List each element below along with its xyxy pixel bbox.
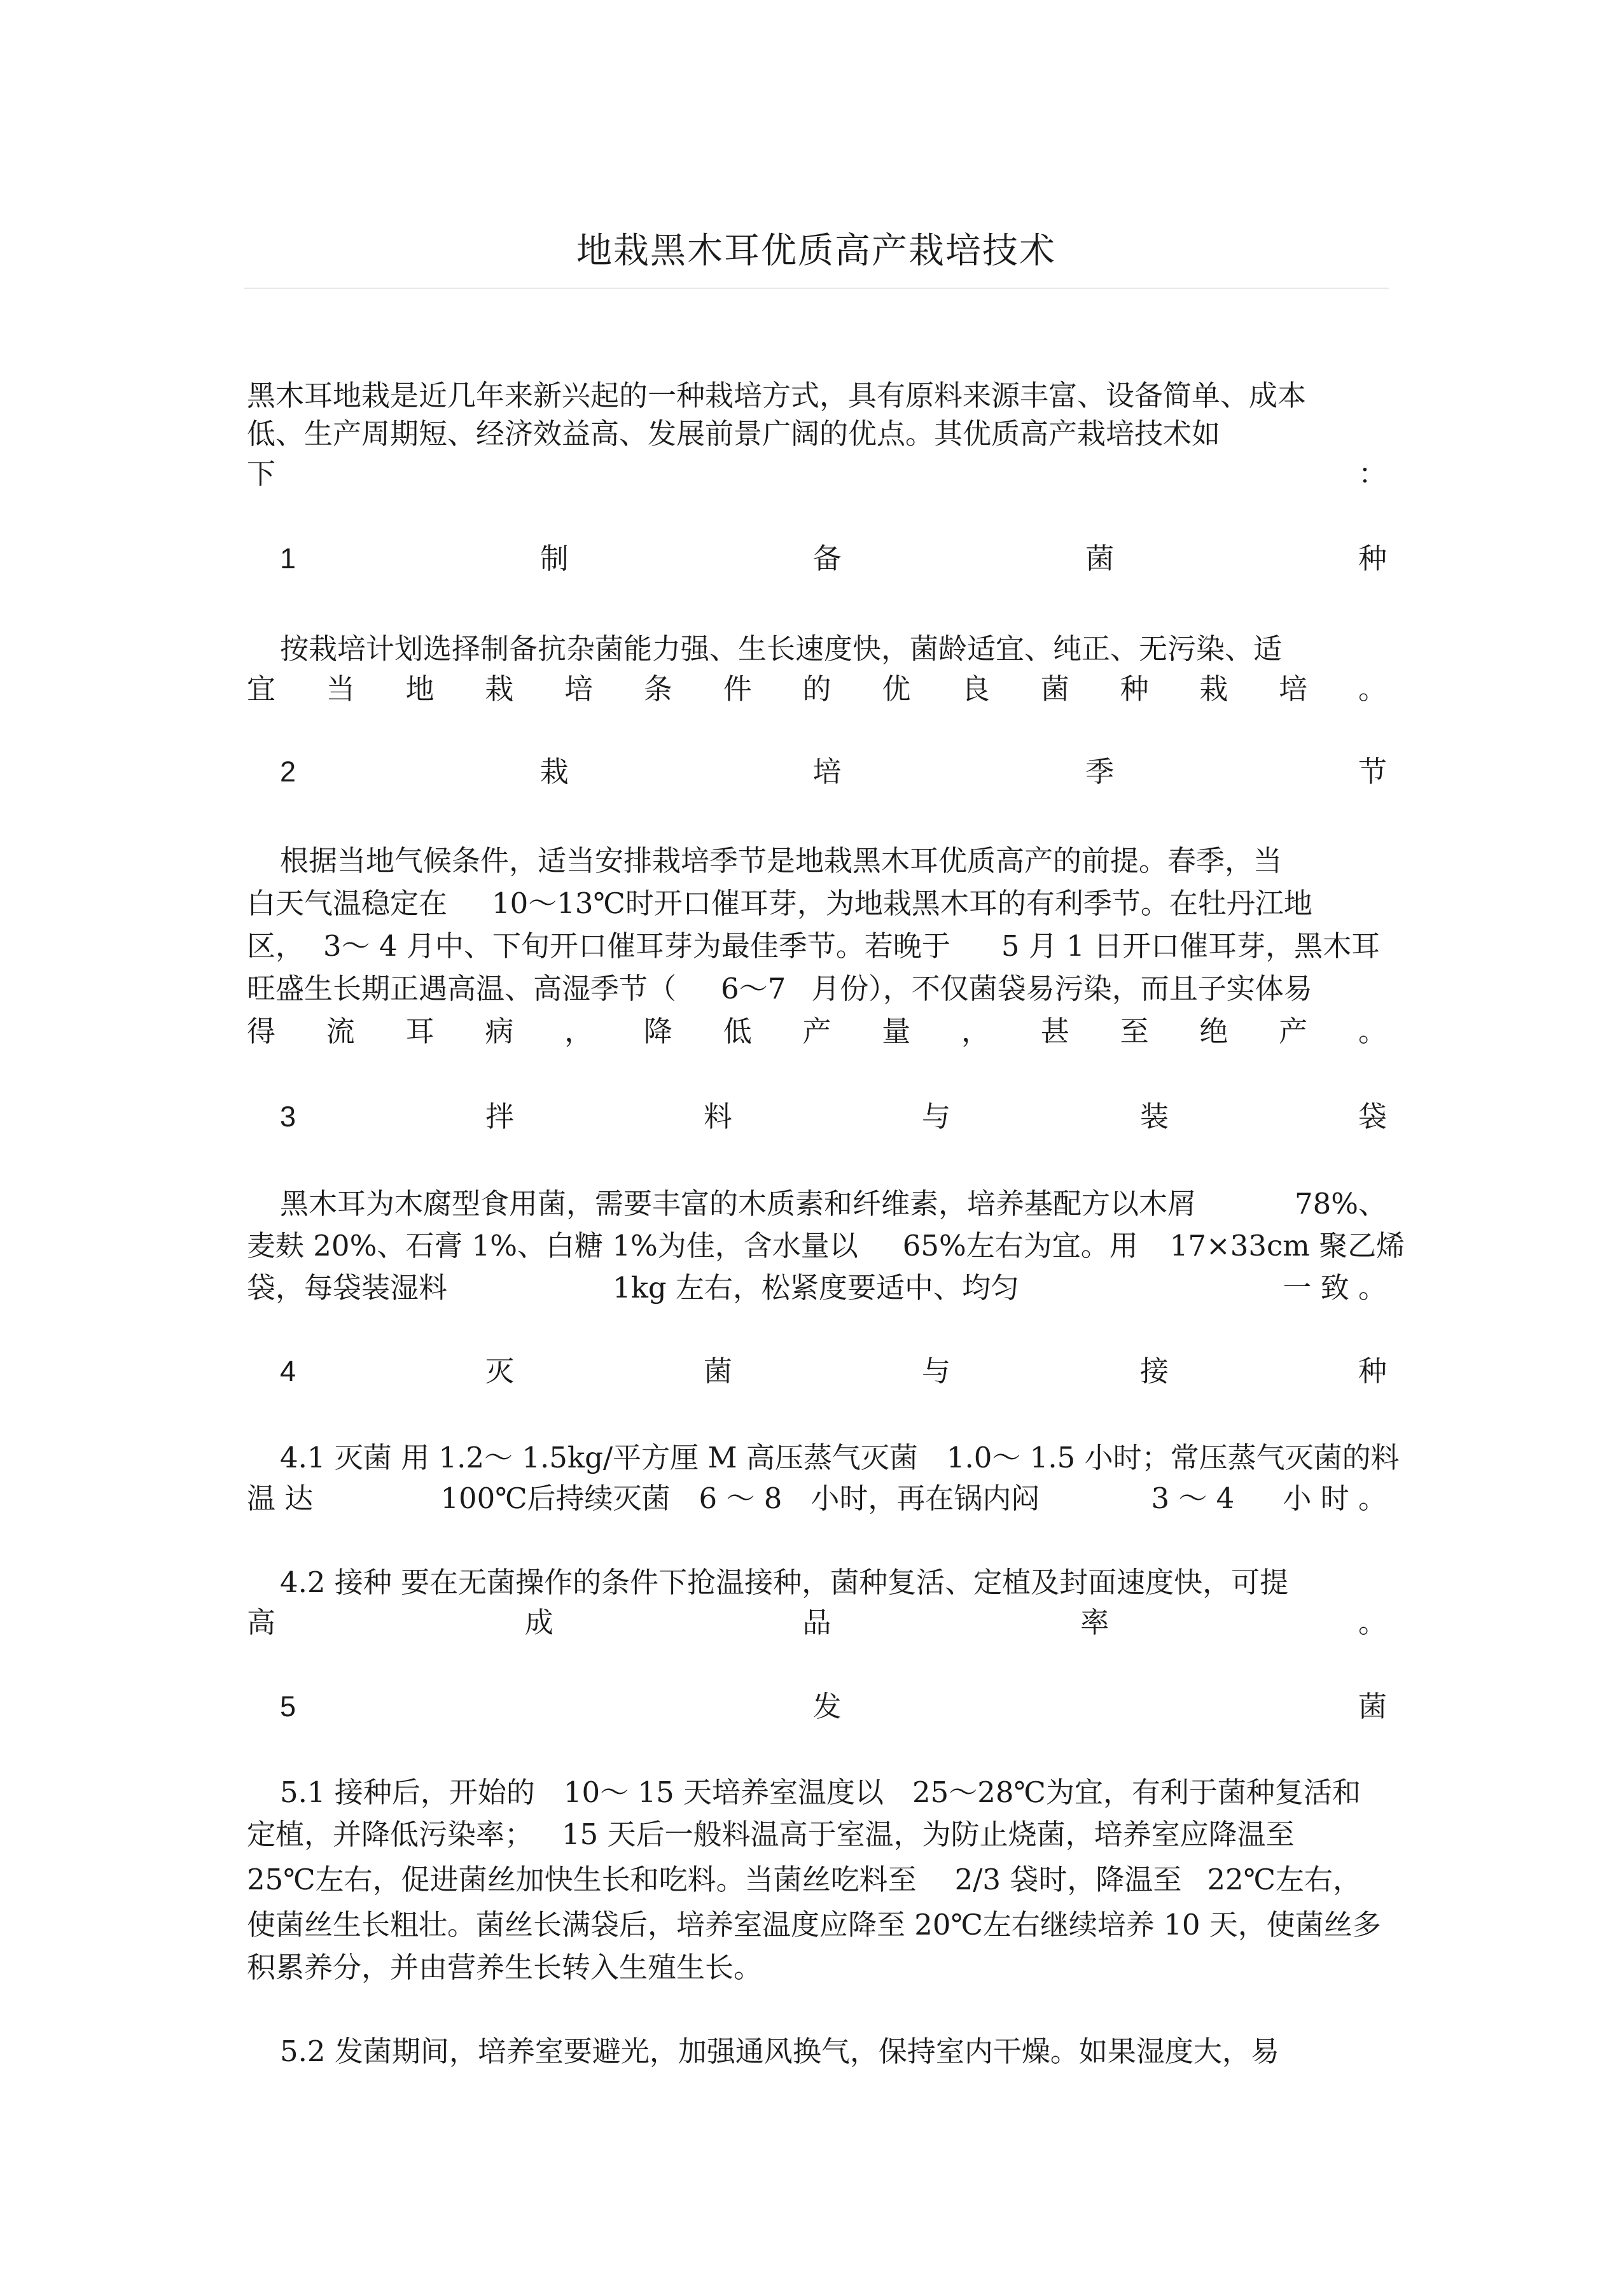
- s2-paragraph-line-5: [247, 1012, 1387, 1051]
- text-char: 低: [723, 1014, 752, 1048]
- section-heading-1: [280, 540, 1387, 578]
- heading-char: 装: [1139, 1100, 1169, 1133]
- heading-char: 栽: [539, 755, 569, 788]
- heading-char: 发: [812, 1690, 842, 1723]
- text-char: 高: [247, 1606, 276, 1639]
- text-char: 流: [326, 1014, 355, 1048]
- heading-char: 袋: [1358, 1100, 1387, 1133]
- text-char: ，: [564, 1014, 594, 1048]
- text-span: 温 达: [247, 1481, 314, 1515]
- intro-line-2: 低、生产周期短、经济效益高、发展前景广阔的优点。其优质高产栽培技术如: [247, 417, 1221, 451]
- text-span: 麦麸 20%、石膏 1%、白糖 1%为佳，含水量以: [247, 1229, 858, 1263]
- text-char: 件: [723, 672, 752, 706]
- heading-char: 菌: [703, 1354, 732, 1388]
- s4-2-line-2: [247, 1604, 1387, 1642]
- document-title: 地栽黑木耳优质高产栽培技术: [576, 230, 1056, 272]
- text-char: 的: [802, 672, 831, 706]
- s2-paragraph-line-1: 根据当地气候条件，适当安排栽培季节是地栽黑木耳优质高产的前提。春季，当: [280, 844, 1283, 878]
- text-char: 耳: [405, 1014, 435, 1048]
- text-span: 一 致 。: [1283, 1271, 1387, 1305]
- heading-char: 与: [921, 1100, 950, 1133]
- text-char: 培: [1279, 672, 1308, 706]
- heading-char: 灭: [485, 1354, 515, 1388]
- text-span: 10～13℃时开口催耳芽，为地栽黑木耳的有利季节。在牡丹江地: [492, 886, 1312, 920]
- text-span: 小时，再在锅内闷: [810, 1481, 1040, 1515]
- text-span: 区，: [247, 929, 305, 963]
- s4-1-line-1: [280, 1439, 1400, 1477]
- text-char: 种: [1120, 672, 1149, 706]
- s5-1-line-3: [247, 1861, 1361, 1899]
- text-span: 65%左右为宜。用: [902, 1229, 1138, 1263]
- text-char: 降: [643, 1014, 672, 1048]
- s5-2-line-1: 5.2 发菌期间，培养室要避光，加强通风换气，保持室内干燥。如果湿度大，易: [280, 2034, 1279, 2068]
- text-char: 品: [802, 1606, 831, 1639]
- heading-char: 料: [703, 1100, 732, 1133]
- text-char: 。: [1358, 672, 1387, 706]
- s3-paragraph-line-2: [247, 1227, 1405, 1265]
- text-char: 率: [1080, 1606, 1110, 1639]
- text-span: 1.0～ 1.5 小时；常压蒸气灭菌的料: [946, 1441, 1400, 1474]
- text-char: 甚: [1040, 1014, 1069, 1048]
- text-span: 10～ 15 天培养室温度以: [563, 1775, 884, 1809]
- text-span: 25℃左右，促进菌丝加快生长和吃料。当菌丝吃料至: [247, 1863, 917, 1896]
- intro-line-3: [247, 455, 1387, 493]
- text-char: 病: [485, 1014, 514, 1048]
- text-span: 3～ 4 月中、下旬开口催耳芽为最佳季节。若晚于: [323, 929, 950, 963]
- heading-char: 1: [280, 542, 296, 575]
- text-char: 栽: [485, 672, 514, 706]
- text-span: 小 时 。: [1283, 1481, 1387, 1515]
- text-span: 旺盛生长期正遇高温、高湿季节（: [247, 972, 677, 1005]
- text-char: 地: [405, 672, 435, 706]
- text-char: 产: [1279, 1014, 1308, 1048]
- heading-char: 菌: [1085, 542, 1115, 575]
- heading-char: 季: [1085, 755, 1115, 788]
- s4-2-line-1: 4.2 接种 要在无菌操作的条件下抢温接种，菌种复活、定植及封面速度快，可提: [280, 1565, 1289, 1599]
- s5-1-line-1: [280, 1774, 1361, 1812]
- heading-char: 4: [280, 1355, 296, 1387]
- text-span: 2/3 袋时，降温至: [954, 1863, 1182, 1896]
- heading-char: 培: [812, 755, 842, 788]
- s4-1-line-2: [247, 1480, 1387, 1518]
- s1-paragraph-line-1: 按栽培计划选择制备抗杂菌能力强、生长速度快，菌龄适宜、纯正、无污染、适: [280, 632, 1283, 666]
- heading-char: 5: [280, 1690, 296, 1723]
- text-span: 5 月 1 日开口催耳芽，黑木耳: [1001, 929, 1381, 963]
- text-span: 100℃后持续灭菌: [440, 1481, 671, 1515]
- heading-char: 与: [921, 1354, 950, 1388]
- text-char: 至: [1120, 1014, 1149, 1048]
- text-char: 绝: [1199, 1014, 1228, 1048]
- heading-char: 节: [1358, 755, 1387, 788]
- text-span: 15 天后一般料温高于室温，为防止烧菌，培养室应降温至: [562, 1817, 1295, 1851]
- text-span: 3 ～ 4: [1151, 1481, 1235, 1515]
- text-span: 4.1 灭菌 用 1.2～ 1.5kg/平方厘 M 高压蒸气灭菌: [280, 1441, 918, 1474]
- s5-1-line-2: [247, 1816, 1295, 1854]
- text-char: 产: [802, 1014, 831, 1048]
- text-char: 优: [882, 672, 911, 706]
- text-char: 栽: [1199, 672, 1228, 706]
- text-span: 袋，每袋装湿料: [247, 1271, 448, 1305]
- heading-char: 种: [1358, 542, 1387, 575]
- text-char: 良: [961, 672, 991, 706]
- text-span: 17×33cm 聚乙烯: [1169, 1229, 1405, 1263]
- heading-char: 3: [280, 1100, 296, 1133]
- text-span: 25～28℃为宜，有利于菌种复活和: [912, 1775, 1361, 1809]
- text-char: 。: [1358, 1606, 1387, 1639]
- s2-paragraph-line-3: [247, 927, 1380, 965]
- s5-1-line-4: 使菌丝生长粗壮。菌丝长满袋后，培养室温度应降至 20℃左右继续培养 10 天，使菌丝多: [247, 1908, 1381, 1942]
- text-char: 菌: [1040, 672, 1069, 706]
- text-span: 78%、: [1294, 1187, 1387, 1221]
- text-char: 成: [524, 1606, 553, 1639]
- heading-char: 菌: [1358, 1690, 1387, 1723]
- text-char: 宜: [247, 672, 276, 706]
- text-span: 6 ～ 8: [699, 1481, 783, 1515]
- text-span: 白天气温稳定在: [247, 886, 448, 920]
- title-divider: [244, 288, 1389, 289]
- heading-char: 制: [539, 542, 569, 575]
- text-char: 当: [326, 672, 355, 706]
- s3-paragraph-line-3: [247, 1269, 1387, 1307]
- text-span: 5.1 接种后，开始的: [280, 1775, 535, 1809]
- heading-char: 种: [1358, 1354, 1387, 1388]
- s3-paragraph-line-1: [280, 1185, 1387, 1223]
- heading-char: 拌: [485, 1100, 515, 1133]
- section-heading-2: [280, 753, 1387, 791]
- text-span: 定植，并降低污染率；: [247, 1817, 534, 1851]
- section-heading-4: [280, 1352, 1387, 1390]
- text-char: 量: [882, 1014, 911, 1048]
- intro-line-1: 黑木耳地栽是近几年来新兴起的一种栽培方式，具有原料来源丰富、设备简单、成本: [247, 379, 1307, 412]
- s5-1-line-5: 积累养分，并由营养生长转入生殖生长。: [247, 1950, 763, 1984]
- section-heading-3: [280, 1098, 1387, 1136]
- text-char: ，: [961, 1014, 991, 1048]
- heading-char: 备: [812, 542, 842, 575]
- text-span: 1kg 左右，松紧度要适中、均匀: [613, 1271, 1020, 1305]
- text-span: 黑木耳为木腐型食用菌，需要丰富的木质素和纤维素，培养基配方以木屑: [280, 1187, 1197, 1221]
- text-char: 得: [247, 1014, 276, 1048]
- text-span: 6～7: [721, 972, 786, 1005]
- text-span: 22℃左右，: [1207, 1863, 1361, 1896]
- section-heading-5: [280, 1688, 1387, 1726]
- s2-paragraph-line-2: [247, 885, 1312, 923]
- text-span: 月份），不仅菌袋易污染，而且子实体易: [811, 972, 1312, 1005]
- heading-char: 2: [280, 755, 296, 788]
- text-char: 培: [564, 672, 594, 706]
- text-char: 条: [643, 672, 672, 706]
- text-char: 。: [1358, 1014, 1387, 1048]
- s2-paragraph-line-4: [247, 970, 1312, 1008]
- text-span: ：: [1358, 457, 1387, 491]
- heading-char: 接: [1139, 1354, 1169, 1388]
- text-span: 下: [247, 457, 276, 491]
- s1-paragraph-line-2: [247, 670, 1387, 708]
